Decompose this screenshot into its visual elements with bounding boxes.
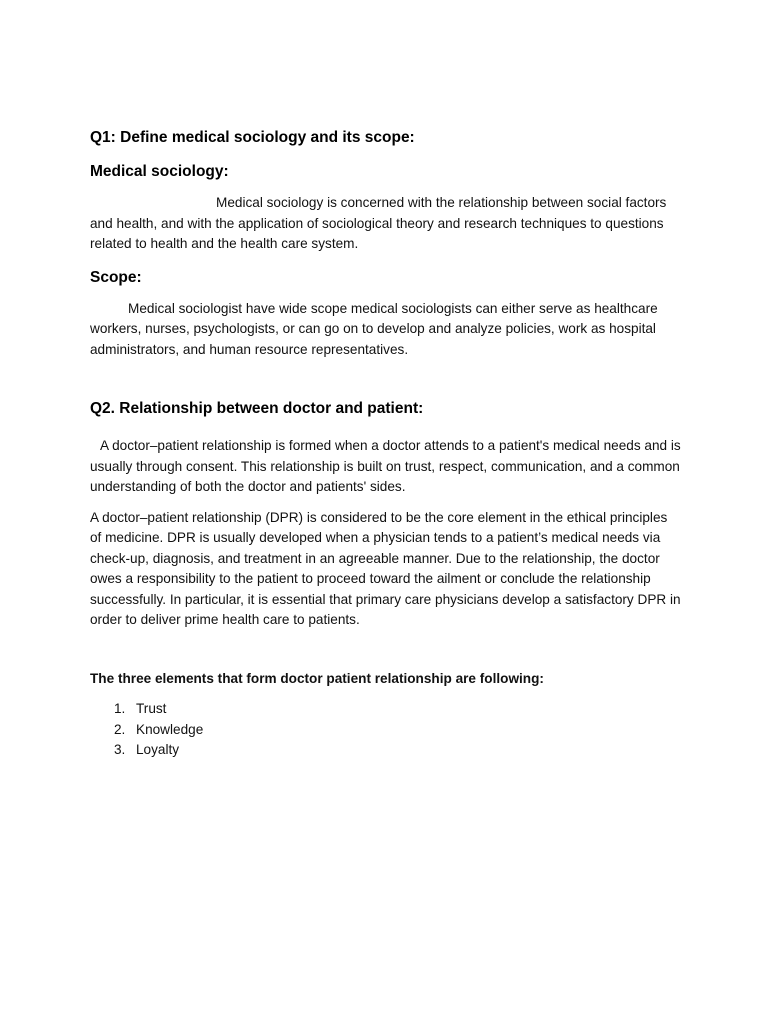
q1-heading: Q1: Define medical sociology and its scope: [90, 129, 415, 146]
scope-paragraph: Medical sociologist have wide scope medical sociologists can either serve as healthcare workers, nurses, psychologists, or can go on to develop and analyze policies, work as hospital administrators, and human resource representatives. [90, 300, 658, 357]
dpr-paragraph-1: A doctor–patient relationship is formed when a doctor attends to a patient's medical needs and is usually through consent. This relationship is built on trust, respect, communication, and a common understanding of both the doctor and patients' sides. [90, 438, 681, 494]
list-item-label: Knowledge [136, 721, 204, 737]
list-item-number: 2. [114, 721, 126, 737]
list-item [90, 740, 682, 761]
elements-list [90, 699, 682, 761]
dpr-paragraph-2: A doctor–patient relationship (DPR) is considered to be the core element in the ethical principles of medicine. DPR is usually developed when a physician tends to a patient’s medical needs via check-up, diagnosis, and treatment in an agreeable manner. Due to the relationship, the doctor owes a responsibility to the patient to proceed toward the ailment or conclude the relationship successfully. In particular, it is essential that primary care physicians develop a satisfactory DPR in order to deliver prime health care to patients. [90, 509, 681, 627]
list-item-label: Loyalty [136, 742, 180, 757]
list-item-number: 1. [114, 701, 126, 716]
q2-heading: Q2. Relationship between doctor and patient: [90, 400, 424, 417]
list-item-number: 3. [114, 742, 126, 757]
list-item [90, 699, 682, 720]
list-item [90, 720, 682, 741]
medical-sociology-definition: Medical sociology is concerned with the relationship between social factors and health, and with the application of sociological theory and research techniques to questions related to health and the health care system. [90, 195, 667, 251]
list-item-label: Trust [136, 701, 167, 716]
medical-sociology-heading: Medical sociology: [90, 163, 229, 180]
scope-heading: Scope: [90, 268, 142, 286]
document-body [90, 127, 682, 761]
elements-intro: The three elements that form doctor patient relationship are following: [90, 670, 544, 686]
